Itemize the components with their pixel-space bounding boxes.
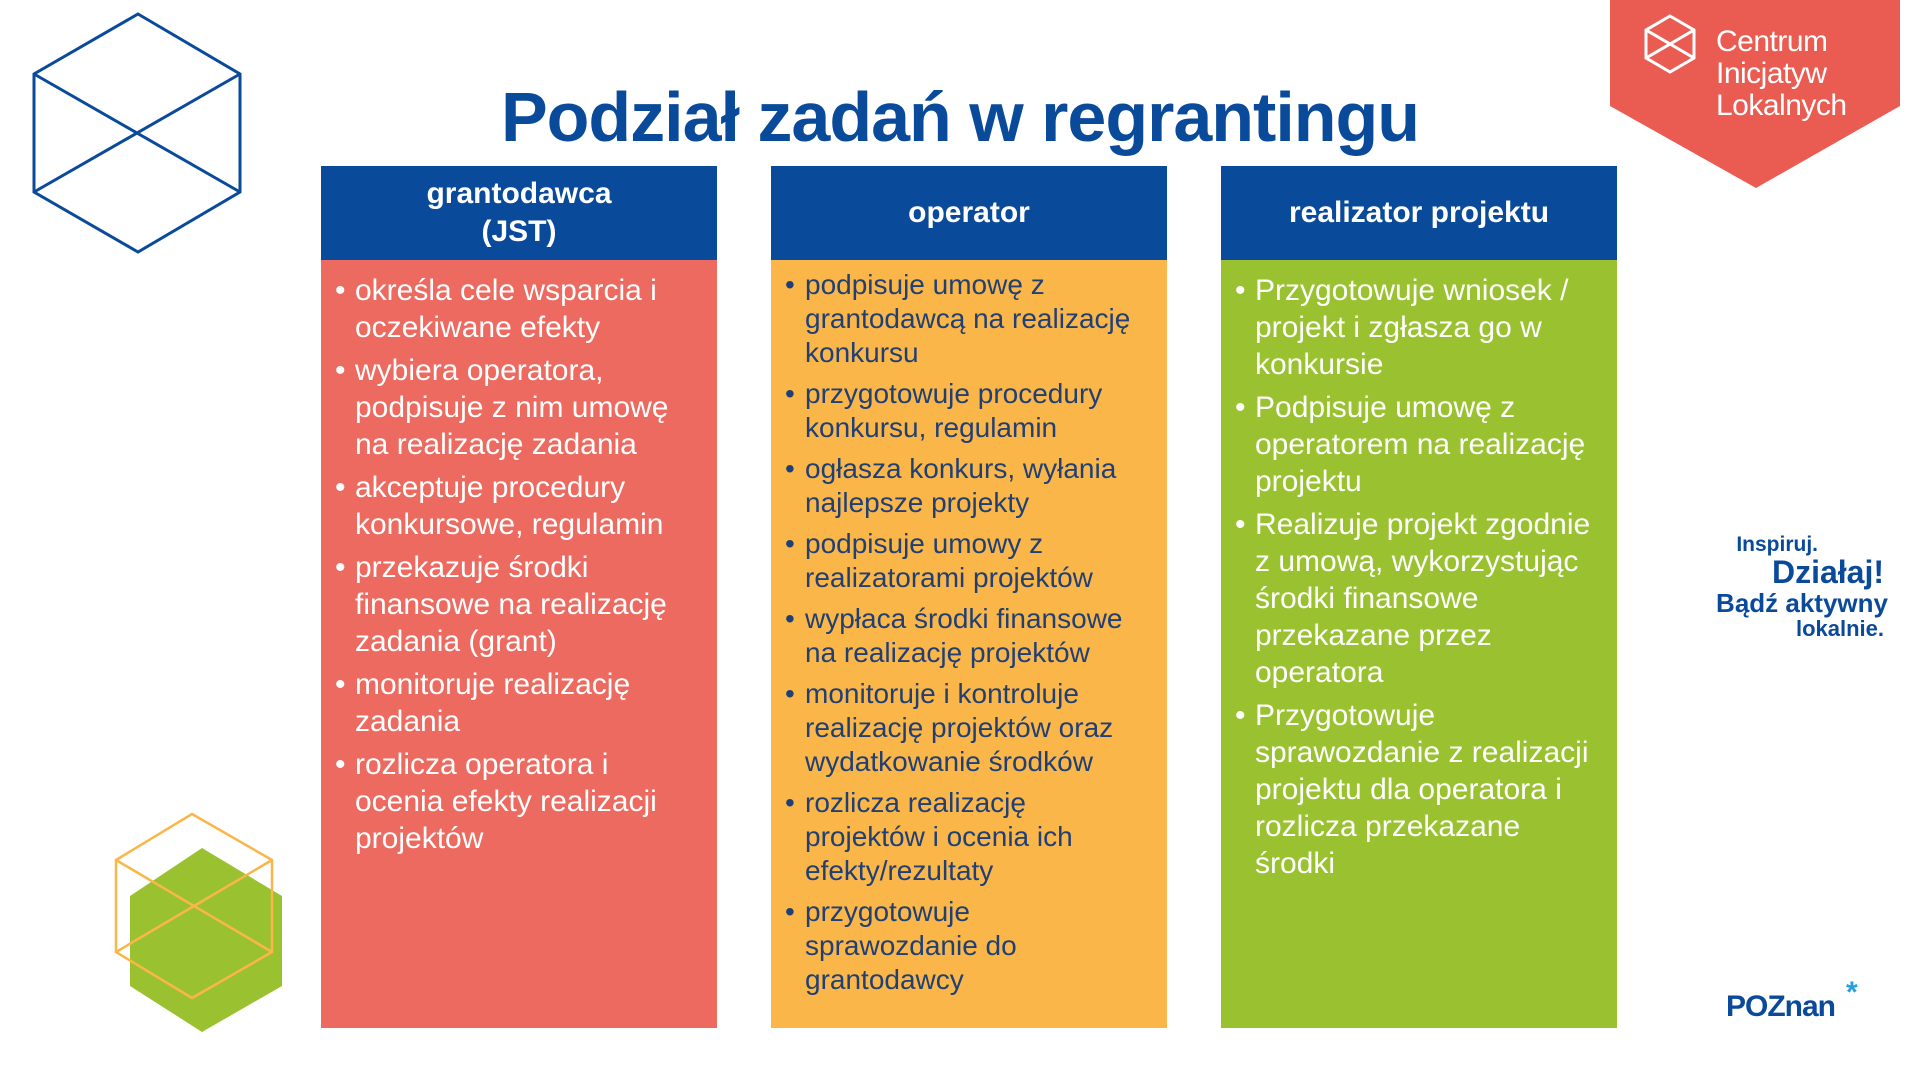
slogan-line-3: Bądź aktywny <box>1716 587 1888 618</box>
list-item: • Podpisuje umowę z operatorem na realizację projektu <box>1235 389 1599 500</box>
list-item: • podpisuje umowę z grantodawcą na realizację konkursu <box>785 268 1149 370</box>
list-item: • Przygotowuje wniosek / projekt i zgłasza go w konkursie <box>1235 272 1599 383</box>
list-item: • przygotowuje sprawozdanie do grantodawcy <box>785 895 1149 997</box>
column-body <box>1221 260 1617 1028</box>
page-title: Podział zadań w regrantingu <box>500 77 1420 156</box>
list-item: • wybiera operatora, podpisuje z nim umowę na realizację zadania <box>335 352 699 463</box>
list-item: • przygotowuje procedury konkursu, regulamin <box>785 377 1149 445</box>
list-item: • rozlicza realizację projektów i ocenia ich efekty/rezultaty <box>785 786 1149 888</box>
list-item: • monitoruje i kontroluje realizację projektów oraz wydatkowanie środków <box>785 677 1149 779</box>
column-body <box>771 260 1167 1028</box>
cil-name-line-1: Centrum <box>1716 25 1828 58</box>
star-icon: * <box>1846 976 1857 1009</box>
column-realizator <box>1221 166 1617 1028</box>
cil-logo-text <box>1716 26 1847 122</box>
list-item: • ogłasza konkurs, wyłania najlepsze projekty <box>785 452 1149 520</box>
list-item: • Przygotowuje sprawozdanie z realizacji projektu dla operatora i rozlicza przekazane środki <box>1235 697 1599 882</box>
task-list <box>335 272 699 857</box>
list-item: • rozlicza operatora i ocenia efekty realizacji projektów <box>335 746 699 857</box>
cil-name-line-2: Inicjatyw <box>1716 57 1827 90</box>
list-item: • określa cele wsparcia i oczekiwane efekty <box>335 272 699 346</box>
task-list <box>1235 272 1599 882</box>
column-body <box>321 260 717 1028</box>
task-list <box>785 268 1149 997</box>
slogan-line-4: lokalnie. <box>1795 615 1884 641</box>
cil-name-line-3: Lokalnych <box>1716 89 1847 122</box>
column-grantodawca <box>321 166 717 1028</box>
poznan-logo-text: POZnan <box>1726 990 1836 1023</box>
slogan-line-2: Działaj! <box>1771 554 1884 591</box>
list-item: • wypłaca środki finansowe na realizację projektów <box>785 602 1149 670</box>
slogan-line-1: Inspiruj. <box>1736 533 1818 556</box>
column-header: realizator projektu <box>1221 166 1617 260</box>
list-item: • monitoruje realizację zadania <box>335 666 699 740</box>
list-item: • przekazuje środki finansowe na realizację zadania (grant) <box>335 549 699 660</box>
list-item: • akceptuje procedury konkursowe, regulamin <box>335 469 699 543</box>
poznan-logo <box>1726 976 1857 1024</box>
list-item: • Realizuje projekt zgodnie z umową, wykorzystując środki finansowe przekazane przez operatora <box>1235 506 1599 691</box>
column-header: operator <box>771 166 1167 260</box>
slogan <box>1716 534 1888 640</box>
green-hexagon-icon <box>110 810 295 1035</box>
column-header: grantodawca (JST) <box>321 166 717 260</box>
column-operator <box>771 166 1167 1028</box>
list-item: • podpisuje umowy z realizatorami projektów <box>785 527 1149 595</box>
